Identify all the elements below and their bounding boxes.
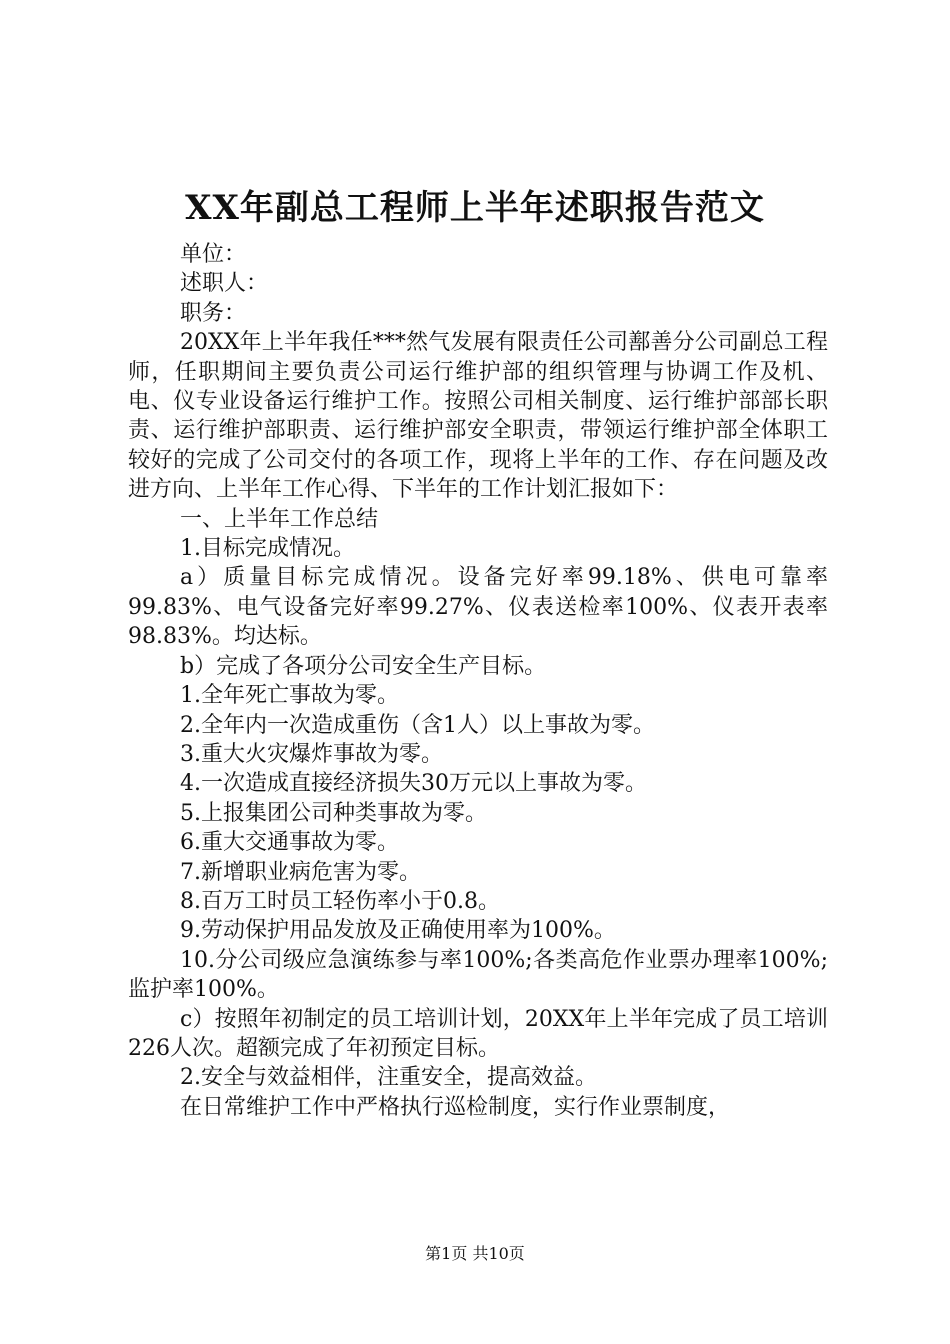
paragraph: 在日常维护工作中严格执行巡检制度，实行作业票制度， <box>180 1094 731 1120</box>
field-unit: 单位： <box>180 242 247 267</box>
paragraph: c）按照年初制定的员工培训计划，20XX年上半年完成了员工培训226人次。超额完成了年初预定目标。 <box>128 1006 828 1061</box>
list-item: 9.劳动保护用品发放及正确使用率为100%。 <box>180 918 616 944</box>
list-item: 4.一次造成直接经济损失30万元以上事故为零。 <box>180 771 647 797</box>
document-body <box>128 240 828 1122</box>
list-item: 7.新增职业病危害为零。 <box>180 859 421 885</box>
list-item: 1.全年死亡事故为零。 <box>180 683 399 709</box>
list-item: 6.重大交通事故为零。 <box>180 830 399 856</box>
list-item: 3.重大火灾爆炸事故为零。 <box>180 741 443 767</box>
list-item: 5.上报集团公司种类事故为零。 <box>180 800 487 826</box>
section-heading: 一、上半年工作总结 <box>180 506 379 532</box>
intro-paragraph: 20XX年上半年我任***然气发展有限责任公司鄯善分公司副总工程师，任职期间主要负责公司运行维护部的组织管理与协调工作及机、电、仪专业设备运行维护工作。按照公司相关制度、运行维护部部长职责、运行维护部职责、运行维护部安全职责，带领运行维护部全体职工较好的完成了公司交付的各项工作，现将上半年的工作、存在问题及改进方向、上半年工作心得、下半年的工作计划汇报如下： <box>128 330 828 503</box>
subsection-heading: 1.目标完成情况。 <box>180 536 355 562</box>
page-footer: 第1页 共10页 <box>425 1244 525 1263</box>
field-position: 职务： <box>180 300 247 326</box>
paragraph: a）质量目标完成情况。设备完好率99.18%、供电可靠率99.83%、电气设备完好率99.27%、仪表送检率100%、仪表开表率98.83%。均达标。 <box>128 565 828 650</box>
subsection-heading: 2.安全与效益相伴，注重安全，提高效益。 <box>180 1065 597 1091</box>
list-item: 2.全年内一次造成重伤（含1人）以上事故为零。 <box>180 712 655 738</box>
field-reporter: 述职人： <box>180 271 269 297</box>
paragraph: b）完成了各项分公司安全生产目标。 <box>180 653 547 679</box>
document-title: XX年副总工程师上半年述职报告范文 <box>185 188 765 228</box>
list-item: 8.百万工时员工轻伤率小于0.8。 <box>180 888 500 914</box>
list-item: 10.分公司级应急演练参与率100%;各类高危作业票办理率100%;监护率100%。 <box>128 947 828 1003</box>
